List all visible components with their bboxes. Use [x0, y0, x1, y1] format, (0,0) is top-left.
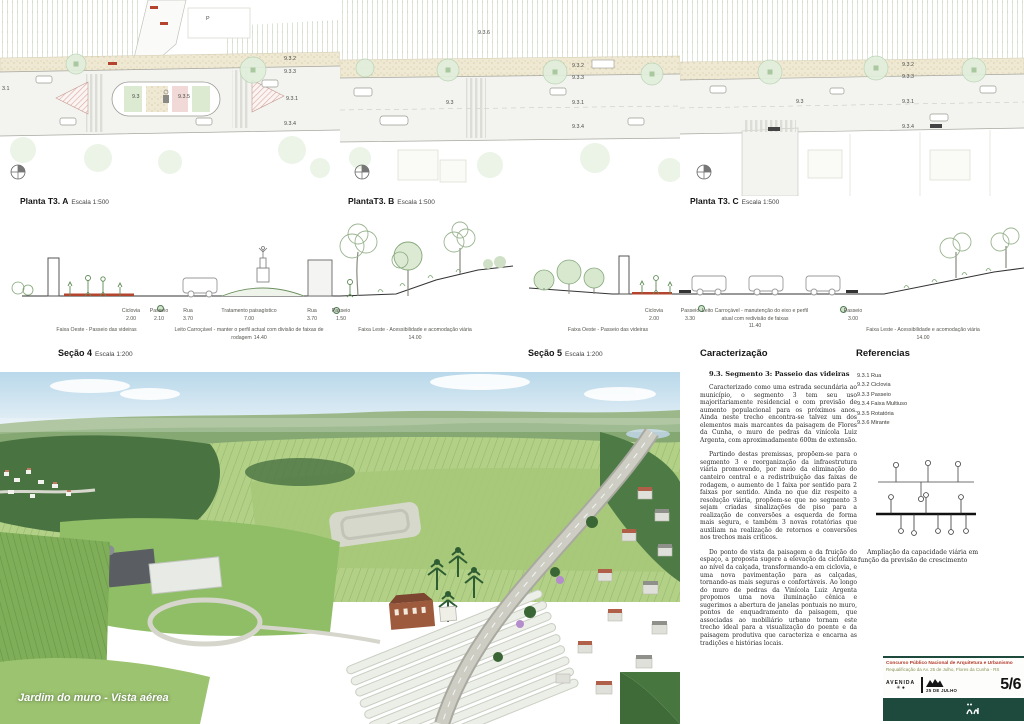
plan-b-drawing: [340, 0, 680, 196]
building-block: [308, 260, 332, 296]
dim-value: 2.00: [125, 315, 137, 322]
plan-label: 9.3.2: [572, 63, 584, 69]
plan-label: 9.3: [446, 100, 454, 106]
dim-value: 11.40: [748, 323, 762, 330]
plan-a: [0, 0, 340, 196]
dim-value: 3.70: [306, 315, 318, 322]
zone-value: 14.40: [253, 334, 267, 341]
institution-logo-icon: [965, 702, 981, 717]
plan-label: 9.3.3: [284, 69, 296, 75]
plan-label: 9.3.3: [572, 75, 584, 81]
zone-label: Faixa Oeste - Passeio das videiras: [56, 327, 137, 333]
photo-caption: Jardim do muro - Vista aérea: [18, 692, 169, 704]
aerial-photo-art: [0, 372, 680, 724]
zone-label: Faixa Leste - Acessibilidade e acomodação viária: [358, 327, 472, 333]
dim-label: Ciclovia: [121, 308, 141, 314]
title-text: PlantaT3. B: [348, 196, 395, 206]
paragraph: Do ponto de vista da paisagem e da fruição do espaço, a proposta sugere a elevação da ciclofaixa ao nível da calçada, transformando-a em ciclovia, e uma nova pavimentação para as calçadas, tornando-as mais seguras e confortáveis. Ao longo do muro de pedras da Vinícola Luiz Argenta propomos uma nova iluminação cênica e sugerimos a abertura de janelas pontuais no muro, pontos de enquadramento da paisagem, que associadas ao mobiliário urbano tornam este trecho ideal para a visualização do poente e da paisagem produtiva que caracteriza e encarna as tradições e histórias locais.: [700, 548, 857, 647]
dim-label: Tratamento paisagístico: [221, 308, 277, 314]
zone-value: 14.00: [916, 334, 930, 341]
section-5-drawing: [524, 208, 1024, 308]
plants-people: [68, 276, 122, 297]
capacity-diagram: [866, 452, 984, 544]
paragraph: Partindo destas premissas, propõem-se para o segmento 3 e reorganização da infraestrutura viária promovendo, por meio da eliminação do canteiro central e a redistribuição das faixas de rodagem, o aumento de 1 faixa por sentido para 2 faixas por sentido. Ainda no que diz respeito a resolução viária, propõem-se que no segmento 3 sejam criadas sinalizações de piso para a realização de conversões a esquerda de forma mais segura, e também 3 novas rotatórias que auxiliam na realização de retornos e conversões nos trechos mais críticos.: [700, 451, 857, 542]
plan-label: 9.3.2: [284, 56, 296, 62]
car: [183, 278, 217, 297]
dim-label: Rua: [183, 308, 193, 314]
section-4-title: [58, 348, 133, 358]
plan-label: 9.3.1: [286, 96, 298, 102]
logo-divider: [921, 677, 923, 693]
paragraph: Caracterizado como uma estrada secundária ao município, o segmento 3 tem seu uso majoritariamente residencial e com previsão de aumento populacional para os próximos anos. Ainda neste trecho encontra-se talvez um dos elementos mais marcantes da paisagem de Flores da Cunha, o muro de pedras da vinícola Luiz Argenta, com aproximadamente 600m de extensão.: [700, 384, 857, 444]
north-compass-icon: [355, 165, 369, 179]
diagram-caption: Ampliação da capacidade viária em função da previsão de crescimento: [858, 549, 979, 565]
caracterizacao-heading: Caracterização: [700, 348, 768, 359]
title-text: Planta T3. A: [20, 196, 69, 206]
dimension: [319, 308, 363, 323]
page-number: 5/6: [1000, 676, 1021, 694]
zone-value: 14.00: [408, 334, 422, 341]
plan-c-title: [690, 196, 779, 206]
roundabout-median: [112, 82, 220, 116]
statue: [257, 247, 269, 283]
dim-value: 3.00: [847, 315, 859, 322]
section-4-annotations: [0, 303, 522, 353]
dimension: [204, 308, 294, 323]
reference-item: 9.3.5 Rotatória: [857, 410, 894, 417]
zone-dimension: [170, 327, 328, 342]
sun-dot-icons: ✳ ●: [896, 684, 905, 691]
avenida-logo: [886, 680, 915, 691]
badge-logo-row: [886, 676, 1021, 694]
plan-label: 9.3.5: [178, 94, 190, 100]
plan-label: 9.3: [132, 94, 140, 100]
referencias-list: [857, 373, 907, 429]
zone-dimension: [14, 327, 179, 335]
zone-label: Leito Carroçável - manter o perfil actual com divisão de faixas de rodagem: [174, 327, 324, 341]
competition-title: Concurso Público Nacional de Arquitetura e Urbanismo: [886, 661, 1013, 666]
referencias-heading: Referencias: [856, 348, 910, 359]
plan-label: 3.1: [2, 86, 10, 92]
competition-badge: [883, 656, 1024, 721]
plan-c: [680, 0, 1024, 196]
dim-label: Passeio: [149, 308, 169, 314]
scale-text: Escala 1:200: [95, 351, 133, 358]
reference-item: 9.3.1 Rua: [857, 373, 882, 379]
plants-people: [640, 276, 672, 294]
shrubs: [904, 269, 991, 289]
dim-label: Passeio: [331, 308, 351, 314]
greenhouses: [346, 589, 580, 724]
plan-label: 9.3.4: [902, 124, 914, 130]
reference-item: 9.3.4 Faixa Multiuso: [857, 401, 908, 408]
plan-label: 9.3.6: [478, 30, 490, 36]
badge-box: [883, 656, 1024, 696]
north-compass-icon: [11, 165, 25, 179]
zone-dimension: [320, 327, 510, 342]
plan-label: P: [206, 16, 210, 22]
title-text: Seção 5: [528, 348, 563, 358]
title-text: Seção 4: [58, 348, 93, 358]
dimension: [831, 308, 875, 323]
plan-c-drawing: [680, 0, 1024, 196]
scale-text: Escala 1:500: [397, 199, 435, 206]
zone-label: Faixa Leste - Acessibilidade e acomodação viária: [866, 327, 980, 333]
scale-text: Escala 1:500: [741, 199, 780, 206]
plan-label: 9.3.1: [572, 100, 584, 106]
plan-label: 9.3.2: [902, 62, 914, 68]
stone-wall: [48, 258, 59, 296]
zone-label: Faixa Oeste - Passeio das videiras: [567, 327, 649, 333]
landscape-mound: [222, 288, 304, 296]
north-compass-icon: [697, 165, 711, 179]
plan-label: 9.3: [796, 99, 804, 105]
subsection-title: 9.3. Segmento 3: Passeio das videiras: [709, 370, 850, 378]
reference-item: 9.3.6 Mirante: [857, 419, 890, 426]
dim-label: Passeio: [843, 308, 863, 314]
plan-label: 9.3.4: [572, 124, 584, 130]
avenida-text: AVENIDA: [886, 679, 916, 686]
dim-label: Rua: [307, 308, 317, 314]
zone-dimension: [828, 327, 1018, 342]
dim-value: 7.00: [243, 315, 255, 322]
dim-value: 1.50: [335, 315, 347, 322]
plan-label: 9.3.3: [902, 74, 914, 80]
section-4-drawing: [8, 208, 514, 308]
dim-value: 3.30: [684, 315, 696, 322]
section-5-annotations: [522, 303, 1024, 353]
dim-label: Leito Carroçável - manutenção do eixo e perfil atual com redivisão de faixas: [701, 308, 809, 322]
footer-green-bar: [883, 698, 1024, 721]
left-trees: [534, 260, 604, 294]
plan-b-title: [348, 196, 435, 206]
julho-logo: [926, 678, 957, 693]
dim-label: Passeio: [680, 308, 700, 314]
reference-item: 9.3.3 Passeio: [857, 391, 891, 398]
dim-value: 2.00: [648, 315, 660, 322]
dim-value: 3.70: [182, 315, 194, 322]
dimension: [699, 308, 811, 331]
reference-item: 9.3.2 Ciclovia: [857, 382, 891, 389]
competition-subtitle: Requalificação da Av. 25 de Julho, Flores da Cunha - RS: [886, 667, 1000, 673]
scale-text: Escala 1:200: [565, 351, 603, 358]
ciclovia-strip: [64, 294, 134, 297]
ciclovia-strip: [632, 292, 672, 295]
person: [347, 280, 353, 298]
title-text: Planta T3. C: [690, 196, 739, 206]
mountains-icon: [926, 678, 946, 687]
stone-wall: [619, 256, 629, 294]
aerial-photo: [0, 372, 680, 724]
julho-text: 25 DE JULHO: [926, 687, 958, 693]
plan-b: [340, 0, 680, 196]
dim-label: Ciclovia: [644, 308, 664, 314]
scale-text: Escala 1:500: [71, 199, 109, 206]
plan-a-title: [20, 196, 109, 206]
cars: [692, 276, 840, 295]
caracterizacao-text: [700, 370, 857, 654]
zone-dimension: [538, 327, 678, 335]
plan-label: 9.3.1: [902, 99, 914, 105]
section-5-title: [528, 348, 603, 358]
dim-value: 2.10: [153, 315, 165, 322]
plan-label: 9.3.4: [284, 121, 296, 127]
